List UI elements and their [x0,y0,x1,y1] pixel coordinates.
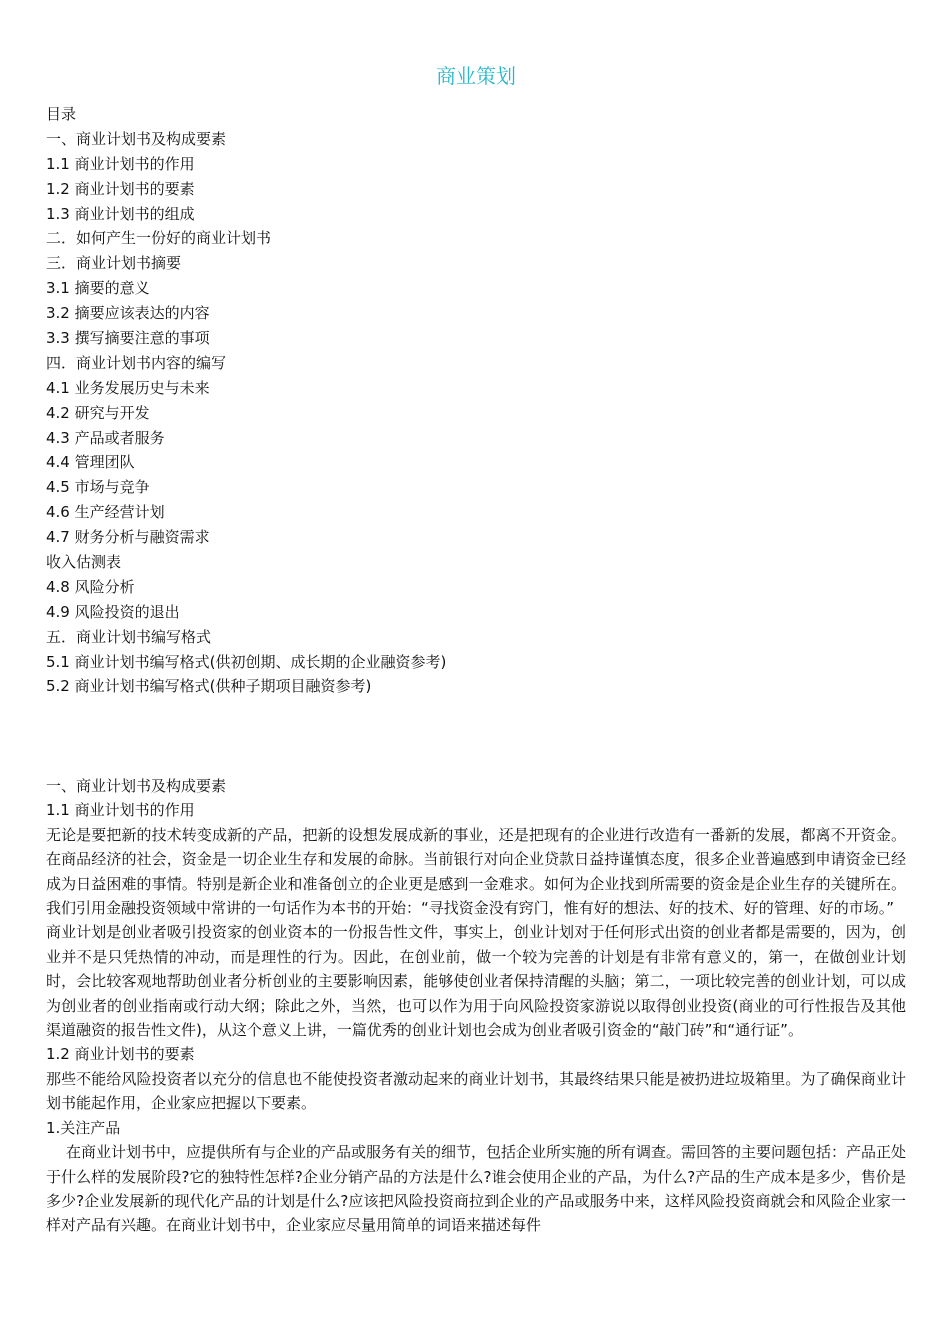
toc-item: 3.2 摘要应该表达的内容 [46,304,210,323]
paragraph: 商业计划是创业者吸引投资家的创业资本的一份报告性文件，事实上，创业计划对于任何形式出资的创业者都是需要的，因为，创业并不是只凭热情的冲动，而是理性的行为。因此，在创业前，做一个较为完善的计划是有非常有意义的，第一，在做创业计划时，会比较客观地帮助创业者分析创业的主要影响因素，能够使创业者保持清醒的头脑；第二，一项比较完善的创业计划，可以成为创业者的创业指南或行动大纲；除此之外，当然，也可以作为用于向风险投资家游说以取得创业投资(商业的可行性报告及其他渠道融资的报告性文件)，从这个意义上讲，一篇优秀的创业计划也会成为创业者吸引资金的“敲门砖”和“通行证”。 [46,923,906,1040]
list-item-heading: 1.关注产品 [46,1118,121,1137]
section-heading: 一、商业计划书及构成要素 [46,777,227,795]
toc-item: 一、商业计划书及构成要素 [46,129,227,148]
toc-item: 4.3 产品或者服务 [46,428,165,447]
table-of-contents [46,102,906,699]
toc-item: 1.1 商业计划书的作用 [46,154,195,173]
toc-item: 3.1 摘要的意义 [46,279,150,298]
toc-item: 4.4 管理团队 [46,453,135,472]
toc-item: 4.8 风险分析 [46,577,135,596]
toc-item: 4.6 生产经营计划 [46,503,165,522]
toc-item: 1.3 商业计划书的组成 [46,204,195,223]
toc-item: 5.1 商业计划书编写格式(供初创期、成长期的企业融资参考) [46,652,447,671]
toc-heading: 目录 [46,105,77,123]
document-body [46,774,906,1238]
toc-item: 1.2 商业计划书的要素 [46,179,195,198]
toc-item: 5.2 商业计划书编写格式(供种子期项目融资参考) [46,677,372,696]
toc-item: 三．商业计划书摘要 [46,254,182,273]
toc-item: 四．商业计划书内容的编写 [46,353,227,372]
toc-item: 4.7 财务分析与融资需求 [46,528,210,547]
toc-item: 3.3 撰写摘要注意的事项 [46,329,210,348]
toc-item: 收入估测表 [46,553,122,572]
toc-item: 4.5 市场与竞争 [46,478,150,497]
subsection-heading: 1.1 商业计划书的作用 [46,801,195,820]
toc-item: 4.2 研究与开发 [46,403,150,422]
paragraph: 那些不能给风险投资者以充分的信息也不能使投资者激动起来的商业计划书，其最终结果只能是被扔进垃圾箱里。为了确保商业计划书能起作用，企业家应把握以下要素。 [46,1069,906,1113]
document-title: 商业策划 [436,64,516,88]
toc-item: 4.9 风险投资的退出 [46,602,180,621]
toc-item: 二．如何产生一份好的商业计划书 [46,229,272,248]
paragraph: 在商业计划书中，应提供所有与企业的产品或服务有关的细节，包括企业所实施的所有调查。需回答的主要问题包括：产品正处于什么样的发展阶段?它的独特性怎样?企业分销产品的方法是什么?谁会使用企业的产品，为什么?产品的生产成本是多少，售价是多少?企业发展新的现代化产品的计划是什么?应该把风险投资商拉到企业的产品或服务中来，这样风险投资商就会和风险企业家一样对产品有兴趣。在商业计划书中，企业家应尽量用简单的词语来描述每件 [46,1143,907,1235]
paragraph: 无论是要把新的技术转变成新的产品，把新的设想发展成新的事业，还是把现有的企业进行改造有一番新的发展，都离不开资金。在商品经济的社会，资金是一切企业生存和发展的命脉。当前银行对向企业贷款日益持谨慎态度，很多企业普遍感到申请资金已经成为日益困难的事情。特别是新企业和准备创立的企业更是感到一金难求。如何为企业找到所需要的资金是企业生存的关键所在。我们引用金融投资领域中常讲的一句话作为本书的开始：“寻找资金没有窍门，惟有好的想法、好的技术、好的管理、好的市场。” [46,825,906,918]
toc-item: 4.1 业务发展历史与未来 [46,378,210,397]
subsection-heading: 1.2 商业计划书的要素 [46,1045,195,1064]
toc-item: 五．商业计划书编写格式 [46,627,212,646]
